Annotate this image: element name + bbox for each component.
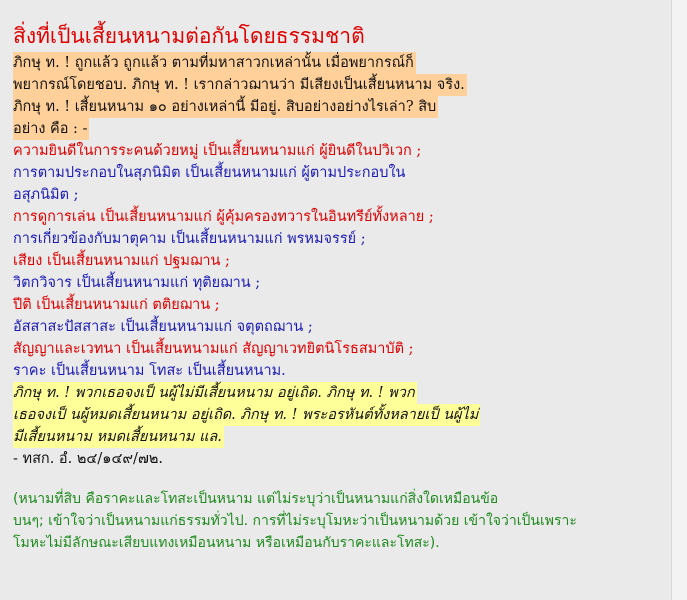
document-content [13,24,663,554]
list-item: อัสสาสะปัสสาสะ เป็นเสี้ยนหนามแก่ จตุตถฌาน ; [13,319,313,335]
note-line: (หนามที่สิบ คือราคะและโทสะเป็นหนาม แต่ไม่ระบุว่าเป็นหนามแก่สิ่งใดเหมือนข้อ [13,491,499,507]
note-line: โมหะไม่มีลักษณะเสียบแทงเหมือนหนาม หรือเหมือนกับราคะและโทสะ). [13,535,440,551]
intro-line: อย่าง คือ : - [13,118,89,140]
list-item: วิตกวิจาร เป็นเสี้ยนหนามแก่ ทุติยฌาน ; [13,275,261,291]
list-item: สัญญาและเวทนา เป็นเสี้ยนหนามแก่ สัญญาเวทยิตนิโรธสมาบัติ ; [13,341,414,357]
intro-line: พยากรณ์โดยชอบ. ภิกษุ ท. ! เรากล่าวฌานว่า มีเสียงเป็นเสี้ยนหนาม จริง. [13,74,467,96]
list-item: การดูการเล่น เป็นเสี้ยนหนามแก่ ผู้คุ้มครองทวารในอินทรีย์ทั้งหลาย ; [13,209,434,225]
list-item: เสียง เป็นเสี้ยนหนามแก่ ปฐมฌาน ; [13,253,230,269]
intro-line: ภิกษุ ท. ! เสี้ยนหนาม ๑๐ อย่างเหล่านี้ มีอยู่. สิบอย่างอย่างไรเล่า? สิบ [13,96,438,118]
note-line: บนๆ; เข้าใจว่าเป็นหนามแก่ธรรมทั่วไป. การที่ไม่ระบุโมหะว่าเป็นหนามด้วย เข้าใจว่าเป็นเพราะ [13,513,577,529]
list-item: การตามประกอบในสุภนิมิต เป็นเสี้ยนหนามแก่ ผู้ตามประกอบใน [13,165,406,181]
list-item: อสุภนิมิต ; [13,187,79,203]
conclusion-line: มีเสี้ยนหนาม หมดเสี้ยนหนาม แล. [13,426,224,448]
conclusion-line: ภิกษุ ท. ! พวกเธอจงเป็ นผู้ไม่มีเสี้ยนหนาม อยู่เถิด. ภิกษุ ท. ! พวก [13,382,417,404]
scrollbar[interactable] [671,0,687,600]
commentary-note [13,488,663,554]
scripture-reference: - ทสก. อํ. ๒๔/๑๔๙/๗๒. [13,451,164,467]
list-item: การเกี่ยวข้องกับมาตุคาม เป็นเสี้ยนหนามแก่ พรหมจรรย์ ; [13,231,366,247]
list-item: ความยินดีในการระคนด้วยหมู่ เป็นเสี้ยนหนามแก่ ผู้ยินดีในปวิเวก ; [13,143,422,159]
list-item: ปีติ เป็นเสี้ยนหนามแก่ ตติยฌาน ; [13,297,220,313]
intro-paragraph [13,52,663,140]
list-item: ราคะ เป็นเสี้ยนหนาม โทสะ เป็นเสี้ยนหนาม. [13,363,286,379]
conclusion-line: เธอจงเป็ นผู้หมดเสี้ยนหนาม อยู่เถิด. ภิกษุ ท. ! พระอรหันต์ทั้งหลายเป็ นผู้ไม่ [13,404,480,426]
conclusion-paragraph [13,382,663,448]
intro-line: ภิกษุ ท. ! ถูกแล้ว ถูกแล้ว ตามที่มหาสาวกเหล่านั้น เมื่อพยากรณ์ก็ [13,52,416,74]
page-title: สิ่งที่เป็นเสี้ยนหนามต่อกันโดยธรรมชาติ [13,24,365,48]
thorn-list [13,140,663,382]
